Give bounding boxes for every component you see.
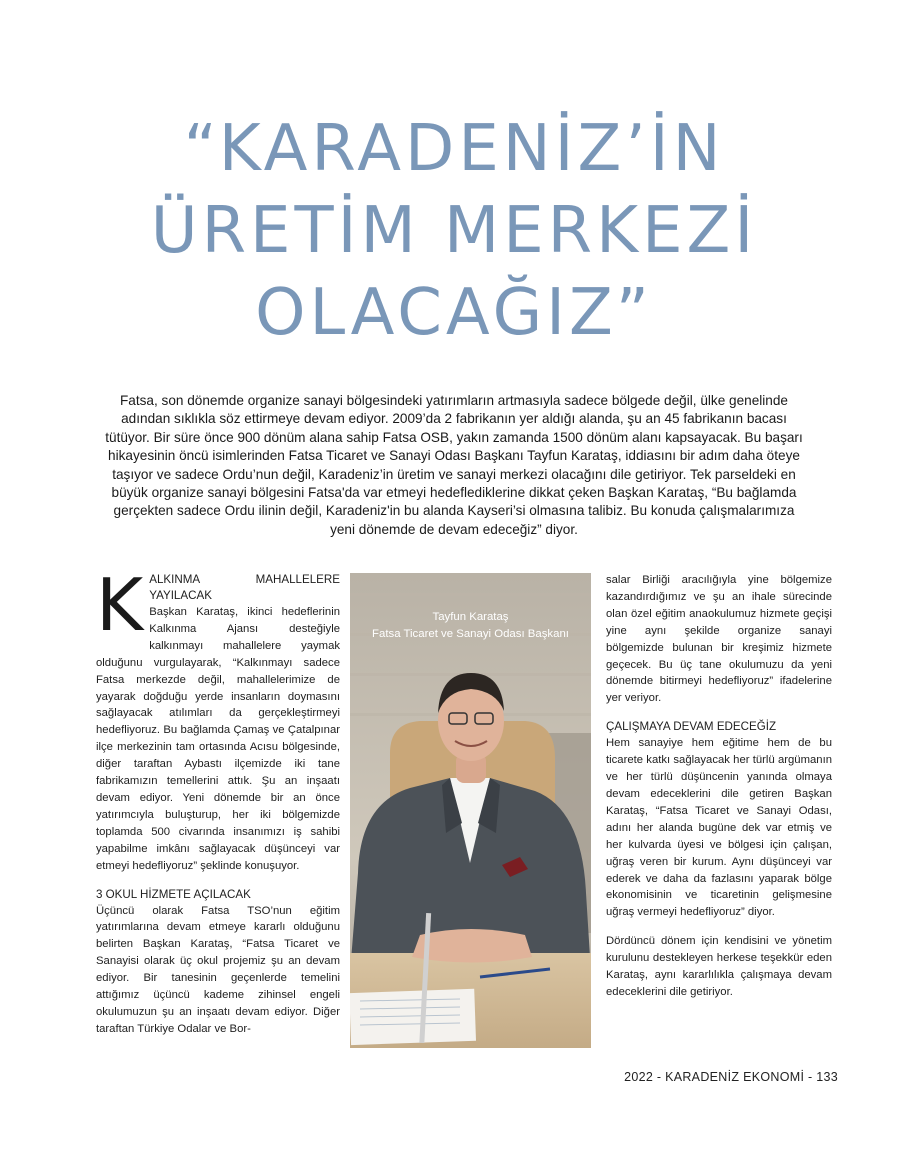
- section-heading-okul: 3 OKUL HİZMETE AÇILACAK: [96, 887, 251, 901]
- headline: [0, 108, 908, 354]
- portrait-illustration: [350, 573, 591, 1048]
- paragraph-calisma: Hem sanayiye hem eğitime hem de bu ticarete katkı sağlayacak her türlü argümanın ve her türlü düşüncenin yanında olmaya devam edeceklerini dile getiren Başkan Karataş, “Fatsa Ticaret ve Sanayi Odası, adını her alanda bugüne dek var etmiş ve her kulvarda üyesi ve bölgesi için çalışan, uğraş veren bir kurum. Aynı düşünceyi var ederek ve daha da fazlasını yaparak bölge ekonomisinin ve ticaretinin gelişmesine uğraş vermeyi hedefliyoruz” diyor.: [606, 737, 832, 919]
- portrait-photo: [350, 573, 591, 1048]
- section-heading-kalkinma: ALKINMA MAHALLELERE YAYILACAK: [149, 573, 340, 602]
- paragraph-okullar: salar Birliği aracılığıyla yine bölgemize kazandırdığımız ve şu an ihale sürecinde olan özel eğitim anaokulumuz hizmete geçişi yine aynı şekilde organize sanayi bölgemizde bulunan bir kreşimiz hizmete geçecek. Bu üç tane okulumuzu da yeni dönemde bitirmeyi hedefliyoruz” ifadelerine yer veriyor.: [606, 574, 832, 705]
- paragraph-okul: Üçüncü olarak Fatsa TSO’nun eğitim yatırımlarına devam etmeye kararlı olduğunu belirten Başkan Karataş, “Fatsa Ticaret ve Sanayisi olarak üç okul projemiz şu an devam ediyor. Bir tanesinin geçenlerde temelini attığımız üçüncü kademe zihinsel engeli okulumuzun şu an inşaatı devam ediyor. Diğer taraftan Türkiye Odalar ve Bor-: [96, 904, 340, 1035]
- headline-line-1: “KARADENİZ’İN: [183, 112, 725, 186]
- left-column: [96, 563, 340, 1038]
- caption-title: Fatsa Ticaret ve Sanayi Odası Başkanı: [372, 628, 569, 640]
- page-footer: 2022 - KARADENİZ EKONOMİ - 133: [624, 1070, 838, 1084]
- section-heading-calisma: ÇALIŞMAYA DEVAM EDECEĞİZ: [606, 720, 777, 734]
- right-column: [606, 572, 832, 1001]
- caption-name: Tayfun Karataş: [432, 611, 509, 623]
- drop-cap: K: [96, 563, 144, 647]
- paragraph-kalkinma: Başkan Karataş, ikinci hedeflerinin Kalkınma Ajansı desteğiyle kalkınmayı mahallelere yaymak olduğunu vurgulayarak, “Kalkınmayı sadece Fatsa merkezde değil, mahallelerimize de yayarak doğduğu yerde insanların doymasını sağlayacak atılımları da gerçekleştirmeyi hedefliyoruz. Bu bağlamda Çamaş ve Çatalpınar ilçe merkezinin tam ortasında Acısu bölgesinde, diğer taraftan Aybastı ilçemizde iki tane fabrikamızın temellerini attık. Şu an inşaatı devam ediyor. Yeni dönemde bir an önce yatırımcıyla buluşturup, her iki bölgemizde toplamda 500 civarında insanımızı iş sahibi yapabilme imkânı sağlayacak düşünceyi var etmeyi hedefliyoruz” şeklinde konuşuyor.: [96, 606, 340, 872]
- headline-line-3: OLACAĞIZ”: [255, 276, 653, 350]
- intro-paragraph: Fatsa, son dönemde organize sanayi bölgesindeki yatırımların artmasıyla sadece bölgede değil, ülke genelinde adından sıklıkla söz ettirmeye devam ediyor. 2009’da 2 fabrikanın yer aldığı alanda, şu an 45 fabrikanın bacası tütüyor. Bir süre önce 900 dönüm alana sahip Fatsa OSB, yakın zamanda 1500 dönüm alanı kapsayacak. Bu başarı hikayesinin öncü isimlerinden Fatsa Ticaret ve Sanayi Odası Başkanı Tayfun Karataş, iddiasını bir adım daha öteye taşıyor ve sadece Ordu’nun değil, Karadeniz’in üretim ve sanayi merkezi olacağını dile getiriyor. Tek parseldeki en büyük organize sanayi bölgesini Fatsa'da var etmeyi hedeflediklerine dikkat çeken Başkan Karataş, “Bu bağlamda gerçekten sadece Ordu ilinin değil, Karadeniz'in bu alanda Kayseri’si olmasına talibiz. Bu konuda çalışmalarımıza yeni dönemde de devam edeceğiz” diyor.: [105, 393, 803, 537]
- paragraph-tesekkur: Dördüncü dönem için kendisini ve yönetim kurulunu destekleyen herkese teşekkür eden Karataş, aynı kararlılıkla çalışmaya devam edeceklerini dile getiriyor.: [606, 935, 832, 998]
- headline-line-2: ÜRETİM MERKEZİ: [150, 194, 758, 268]
